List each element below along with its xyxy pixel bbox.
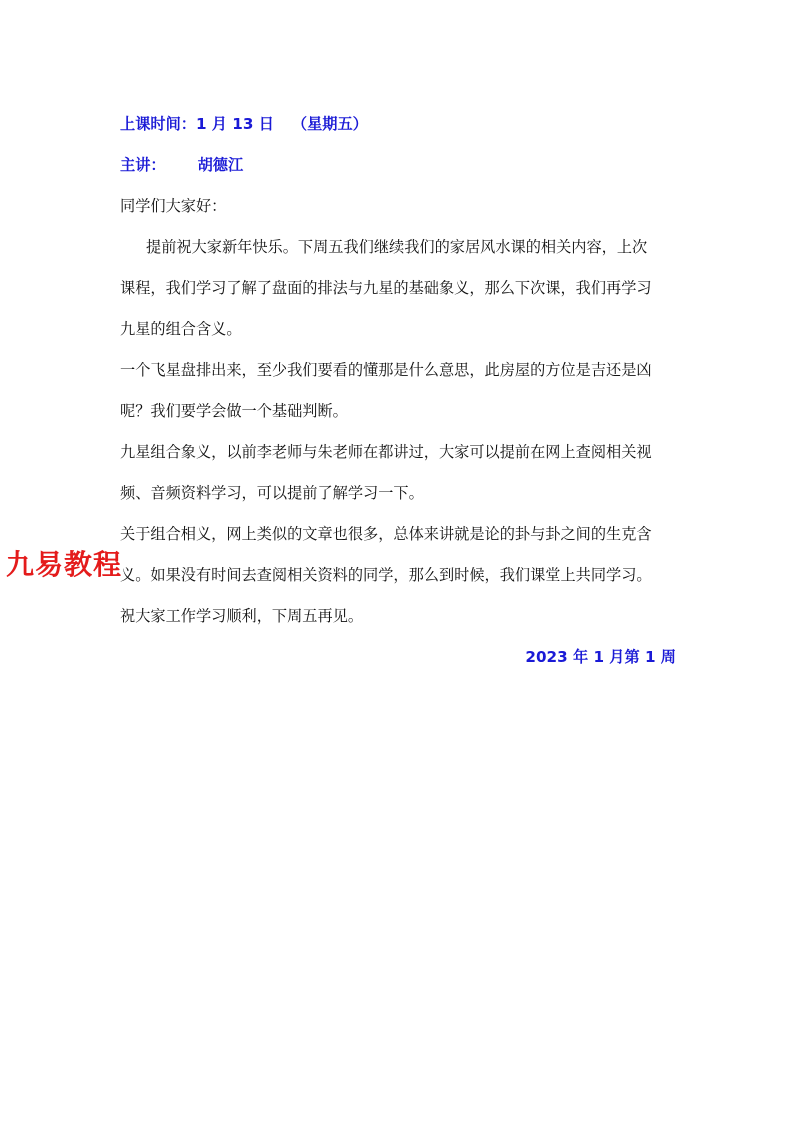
speaker-label: 主讲： — [120, 156, 166, 174]
paragraph-3-line-2: 频、音频资料学习，可以提前了解学习一下。 — [120, 484, 424, 502]
paragraph-4-line-1: 关于组合相义，网上类似的文章也很多，总体来讲就是论的卦与卦之间的生克含 — [120, 525, 652, 543]
paragraph-1-line-1: 提前祝大家新年快乐。下周五我们继续我们的家居风水课的相关内容，上次 — [146, 238, 648, 256]
paragraph-1-line-3: 九星的组合含义。 — [120, 320, 242, 338]
speaker-line — [120, 145, 676, 186]
class-time-label: 上课时间： — [120, 115, 196, 133]
closing-line: 祝大家工作学习顺利，下周五再见。 — [120, 607, 363, 625]
class-weekday: （星期五） — [291, 115, 368, 133]
paragraph-2-line-1: 一个飞星盘排出来，至少我们要看的懂那是什么意思，此房屋的方位是吉还是凶 — [120, 361, 652, 379]
greeting: 同学们大家好： — [120, 197, 227, 215]
class-time-value: 1 月 13 日 — [195, 115, 274, 133]
date-line: 2023 年 1 月第 1 周 — [525, 648, 676, 666]
paragraph-3-line-1: 九星组合象义，以前李老师与朱老师在都讲过，大家可以提前在网上查阅相关视 — [120, 443, 652, 461]
class-time-line — [120, 104, 676, 145]
letter-content — [120, 104, 676, 678]
paragraph-1-line-2: 课程，我们学习了解了盘面的排法与九星的基础象义，那么下次课，我们再学习 — [120, 279, 652, 297]
paragraph-2-line-2: 呢？我们要学会做一个基础判断。 — [120, 402, 348, 420]
paragraph-4-line-2: 义。如果没有时间去查阅相关资料的同学，那么到时候，我们课堂上共同学习。 — [120, 566, 652, 584]
speaker-name: 胡德江 — [197, 156, 244, 174]
brand-stamp: 九易教程 — [6, 548, 123, 581]
